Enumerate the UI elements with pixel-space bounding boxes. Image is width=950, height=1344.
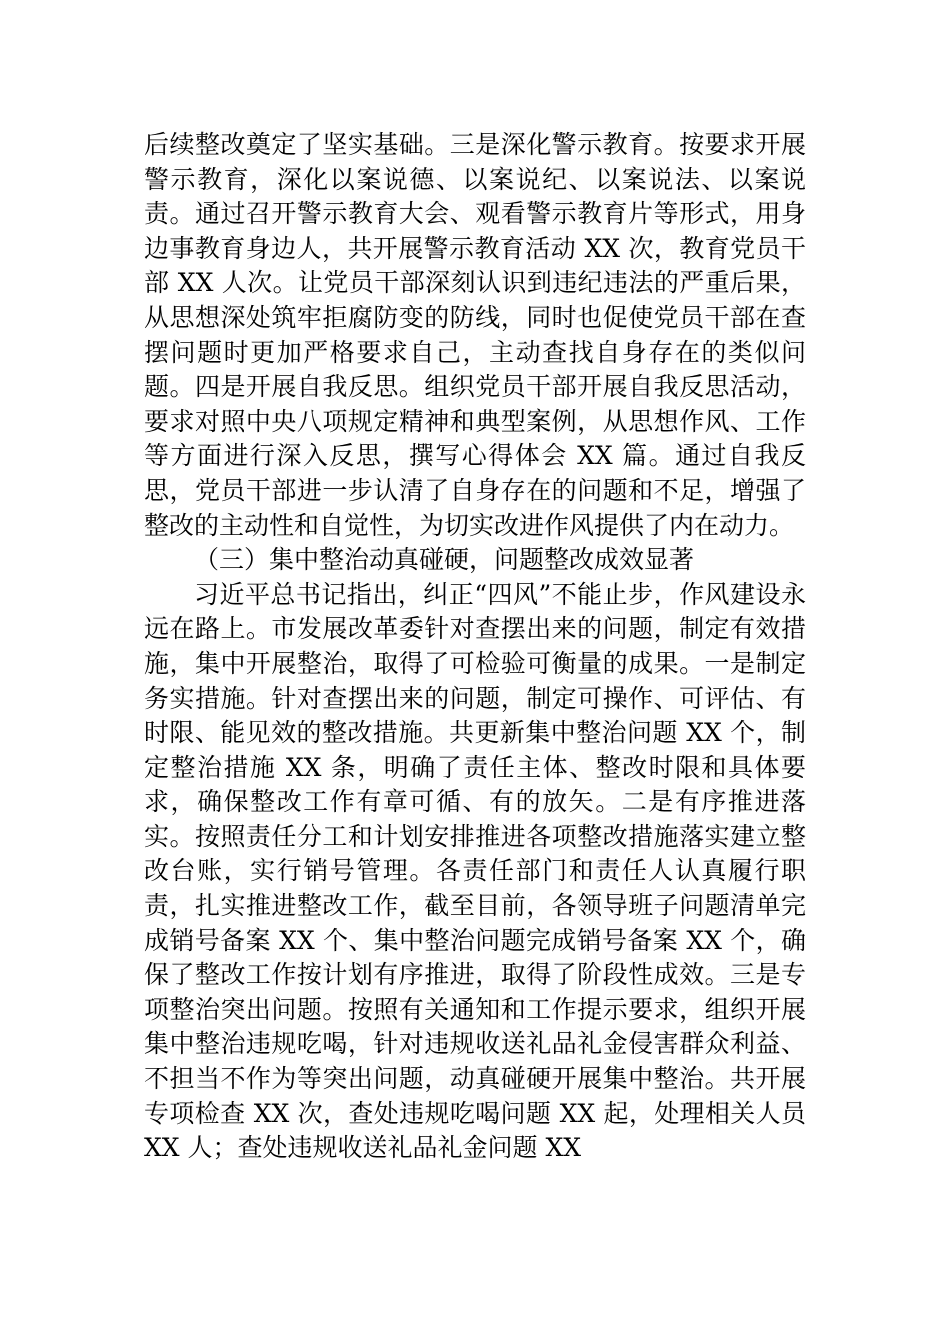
body-paragraph: 习近平总书记指出，纠正“四风”不能止步，作风建设永远在路上。市发展改革委针对查摆出来的问题，制定有效措施，集中开展整治，取得了可检验可衡量的成果。一是制定务实措施。针对查摆出来的问题，制定可操作、可评估、有时限、能见效的整改措施。共更新集中整治问题 XX 个，制定整治措施 XX 条，明确了责任主体、整改时限和具体要求，确保整改工作有章可循、有的放矢。二是有序推进落实。按照责任分工和计划安排推进各项整改措施落实建立整改台账，实行销号管理。各责任部门和责任人认真履行职责，扎实推进整改工作，截至目前，各领导班子问题清单完成销号备案 XX 个、集中整治问题完成销号备案 XX 个，确保了整改工作按计划有序推进，取得了阶段性成效。三是专项整治突出问题。按照有关通知和工作提示要求，组织开展集中整治违规吃喝，针对违规收送礼品礼金侵害群众利益、不担当不作为等突出问题，动真碰硬开展集中整治。共开展专项检查 XX 次，查处违规吃喝问题 XX 起，处理相关人员 XX 人；查处违规收送礼品礼金问题 XX [144, 579, 806, 1163]
document-body [144, 128, 806, 1166]
section-heading: （三）集中整治动真碰硬，问题整改成效显著 [194, 545, 695, 575]
continued-paragraph: 后续整改奠定了坚实基础。三是深化警示教育。按要求开展警示教育，深化以案说德、以案说纪、以案说法、以案说责。通过召开警示教育大会、观看警示教育片等形式，用身边事教育身边人，共开展警示教育活动 XX 次，教育党员干部 XX 人次。让党员干部深刻认识到违纪违法的严重后果，从思想深处筑牢拒腐防变的防线，同时也促使党员干部在查摆问题时更加严格要求自己，主动查找自身存在的类似问题。四是开展自我反思。组织党员干部开展自我反思活动，要求对照中央八项规定精神和典型案例，从思想作风、工作等方面进行深入反思，撰写心得体会 XX 篇。通过自我反思，党员干部进一步认清了自身存在的问题和不足，增强了整改的主动性和自觉性，为切实改进作风提供了内在动力。 [144, 130, 806, 540]
